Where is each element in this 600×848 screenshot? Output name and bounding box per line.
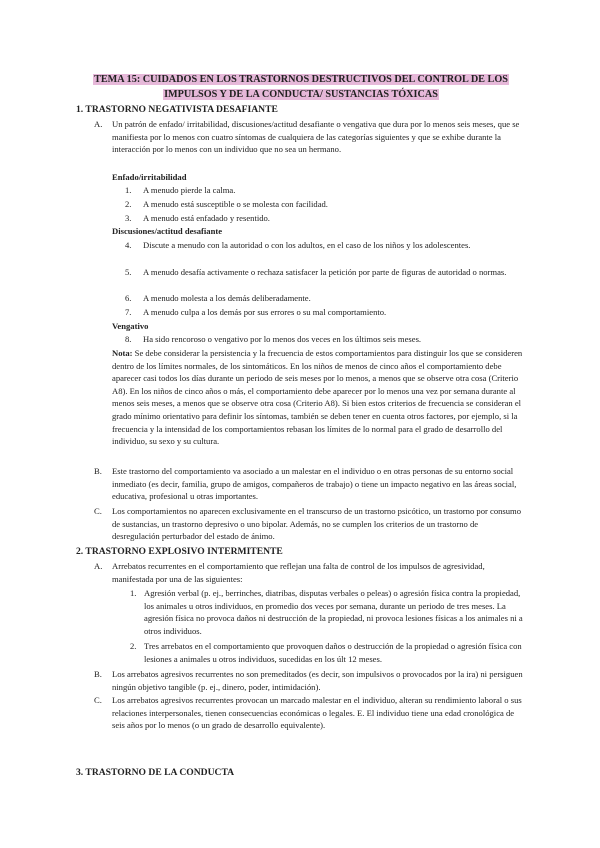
section-3-heading: 3. TRASTORNO DE LA CONDUCTA bbox=[76, 767, 235, 778]
item-text: Agresión verbal (p. ej., berrinches, diatribas, disputas verbales o peleas) o agresión física contra la propiedad, los animales u otros individuos, en promedio dos veces por semana, durante un periodo de tres meses. La agresión física no provoca daños ni destrucción de la propiedad, ni provoca lesiones físicas a los animales ni a otros individuos. bbox=[144, 588, 523, 636]
item-text: A menudo está enfadado y resentido. bbox=[143, 213, 270, 223]
item-number: 2. bbox=[125, 199, 132, 209]
criterion-label: C. bbox=[94, 695, 102, 705]
discusiones-heading: Discusiones/actitud desafiante bbox=[112, 226, 223, 236]
criterion-text: Los comportamientos no aparecen exclusivamente en el transcurso de un trastorno psicótico, un trastorno por consumo de sustancias, un trastorno depresivo o uno bipolar. Además, no se cumplen los criterios de un trastorno de desregulación perturbador del estado de ánimo. bbox=[112, 506, 522, 542]
item-text: A menudo culpa a los demás por sus errores o su mal comportamiento. bbox=[143, 307, 387, 317]
criterion-label: C. bbox=[94, 506, 102, 516]
item-number: 3. bbox=[125, 213, 132, 223]
item-number: 2. bbox=[130, 641, 137, 651]
item-number: 5. bbox=[125, 267, 132, 277]
item-text: A menudo molesta a los demás deliberadamente. bbox=[143, 293, 311, 303]
vengativo-heading: Vengativo bbox=[112, 321, 149, 331]
criterion-label: A. bbox=[94, 561, 103, 571]
criterion-label: B. bbox=[94, 669, 102, 679]
criterion-text: Los arrebatos agresivos recurrentes provocan un marcado malestar en el individuo, alteran su rendimiento laboral o sus relaciones interpersonales, tienen consecuencias económicas o legales. E. El individuo tiene una edad cronológica de seis años por lo menos (o un grado de desarrollo equivalente). bbox=[112, 695, 522, 731]
item-number: 1. bbox=[130, 588, 137, 598]
item-text: Discute a menudo con la autoridad o con los adultos, en el caso de los niños y los adolescentes. bbox=[143, 240, 471, 250]
criterion-text: Este trastorno del comportamiento va asociado a un malestar en el individuo o en otras personas de su entorno social inmediato (es decir, familia, grupo de amigos, compañeros de trabajo) o tiene un impacto negativo en las áreas social, educativa, profesional u otras importantes. bbox=[112, 466, 517, 502]
item-number: 8. bbox=[125, 334, 132, 344]
title-line-2: IMPULSOS Y DE LA CONDUCTA/ SUSTANCIAS TÓXICAS bbox=[164, 89, 438, 100]
title-line-1: TEMA 15: CUIDADOS EN LOS TRASTORNOS DESTRUCTIVOS DEL CONTROL DE LOS bbox=[94, 74, 508, 85]
section-2-heading: 2. TRASTORNO EXPLOSIVO INTERMITENTE bbox=[76, 546, 283, 557]
criterion-text: Un patrón de enfado/ irritabilidad, discusiones/actitud desafiante o vengativa que dura por lo menos seis meses, que se manifiesta por lo menos con cuatro síntomas de cualquiera de las categorías siguientes y que se exhibe durante la interacción por lo menos con un individuo que no sea un hermano. bbox=[112, 119, 520, 155]
item-text: A menudo está susceptible o se molesta con facilidad. bbox=[143, 199, 328, 209]
item-number: 6. bbox=[125, 293, 132, 303]
nota-text: Se debe considerar la persistencia y la frecuencia de estos comportamientos para distinguir los que se consideren dentro de los límites normales, de los sintomáticos. En los niños de menos de cinco años el comportamiento debe aparecer casi todos los días durante un periodo de seis meses por lo menos, a menos que se observe otra cosa (Criterio A8). En los niños de cinco años o más, el comportamiento debe aparecer por lo menos una vez por semana durante al menos seis meses, a menos que se observe otra cosa (Criterio A8). Si bien estos criterios de frecuencia se consideran el grado mínimo orientativo para definir los síntomas, también se deben tener en cuenta otros factores, por ejemplo, si la frecuencia y la intensidad de los comportamientos rebasan los límites de lo normal para el grado de desarrollo del individuo, su sexo y su cultura. bbox=[112, 348, 523, 447]
item-text: A menudo pierde la calma. bbox=[143, 185, 236, 195]
criterion-label: B. bbox=[94, 466, 102, 476]
section-1-heading: 1. TRASTORNO NEGATIVISTA DESAFIANTE bbox=[76, 104, 278, 115]
item-text: Tres arrebatos en el comportamiento que provoquen daños o destrucción de la propiedad o agresión física con lesiones a animales u otros individuos, sucedidas en los últ 12 meses. bbox=[144, 641, 522, 664]
criterion-text: Arrebatos recurrentes en el comportamiento que reflejan una falta de control de los impulsos de agresividad, manifestada por una de las siguientes: bbox=[112, 561, 485, 584]
item-text: Ha sido rencoroso o vengativo por lo menos dos veces en los últimos seis meses. bbox=[143, 334, 422, 344]
item-number: 7. bbox=[125, 307, 132, 317]
criterion-label: A. bbox=[94, 119, 103, 129]
criterion-text: Los arrebatos agresivos recurrentes no son premeditados (es decir, son impulsivos o provocados por la ira) ni persiguen ningún objetivo tangible (p. ej., dinero, poder, intimidación). bbox=[112, 669, 523, 692]
enfado-heading: Enfado/irritabilidad bbox=[112, 172, 187, 182]
page-title bbox=[76, 72, 526, 102]
nota-label: Nota: bbox=[112, 348, 133, 358]
nota-paragraph bbox=[112, 347, 526, 448]
item-number: 1. bbox=[125, 185, 132, 195]
item-text: A menudo desafía activamente o rechaza satisfacer la petición por parte de figuras de autoridad o normas. bbox=[143, 267, 507, 277]
item-number: 4. bbox=[125, 240, 132, 250]
